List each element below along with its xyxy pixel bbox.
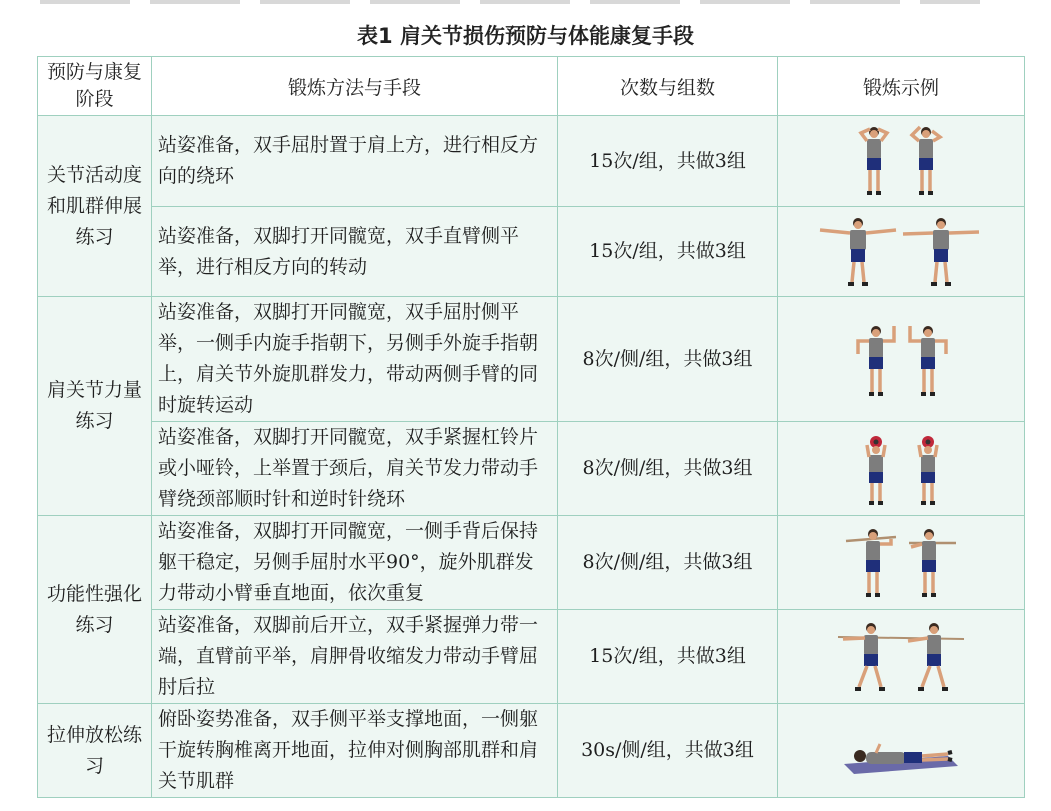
example-cell — [778, 422, 1025, 516]
header-row — [38, 57, 1025, 116]
example-cell — [778, 516, 1025, 610]
method-cell: 站姿准备，双脚打开同髋宽，双手直臂侧平举，进行相反方向的转动 — [152, 207, 558, 297]
table-row — [38, 207, 1025, 297]
table-row — [38, 610, 1025, 704]
table-row — [38, 704, 1025, 798]
table-row — [38, 116, 1025, 207]
header-method: 锻炼方法与手段 — [152, 57, 558, 116]
table-row — [38, 297, 1025, 422]
example-cell — [778, 297, 1025, 422]
bar-rotation-illustration — [841, 523, 961, 603]
band-pull-illustration — [836, 617, 966, 697]
frequency-cell: 15次/组，共做3组 — [558, 207, 778, 297]
weight-plate-circle-illustration — [846, 429, 956, 509]
example-cell — [778, 207, 1025, 297]
phase-cell-stretch: 拉伸放松练习 — [38, 704, 152, 798]
frequency-cell: 8次/侧/组，共做3组 — [558, 516, 778, 610]
shoulder-circle-illustration — [846, 121, 956, 201]
frequency-cell: 8次/侧/组，共做3组 — [558, 422, 778, 516]
phase-cell-strength: 肩关节力量练习 — [38, 297, 152, 516]
top-cut-text-line — [40, 0, 980, 4]
frequency-cell: 8次/侧/组，共做3组 — [558, 297, 778, 422]
prone-stretch-illustration — [836, 726, 966, 776]
table-row — [38, 422, 1025, 516]
header-frequency: 次数与组数 — [558, 57, 778, 116]
table-caption: 表1 肩关节损伤预防与体能康复手段 — [357, 24, 694, 48]
phase-cell-functional: 功能性强化练习 — [38, 516, 152, 704]
external-rotation-illustration — [846, 314, 956, 404]
example-cell — [778, 704, 1025, 798]
frequency-cell: 15次/组，共做3组 — [558, 610, 778, 704]
frequency-cell: 15次/组，共做3组 — [558, 116, 778, 207]
phase-cell-mobility: 关节活动度和肌群伸展练习 — [38, 116, 152, 297]
example-cell — [778, 610, 1025, 704]
method-cell: 站姿准备，双脚打开同髋宽，一侧手背后保持躯干稳定，另侧手屈肘水平90°，旋外肌群发力带动小臂垂直地面，依次重复 — [152, 516, 558, 610]
table-row — [38, 516, 1025, 610]
example-cell — [778, 116, 1025, 207]
header-example: 锻炼示例 — [778, 57, 1025, 116]
method-cell: 站姿准备，双脚打开同髋宽，双手紧握杠铃片或小哑铃，上举置于颈后，肩关节发力带动手臂绕颈部顺时针和逆时针绕环 — [152, 422, 558, 516]
arm-rotation-illustration — [816, 212, 986, 292]
method-cell: 站姿准备，双脚前后开立，双手紧握弹力带一端，直臂前平举，肩胛骨收缩发力带动手臂屈肘后拉 — [152, 610, 558, 704]
header-phase: 预防与康复阶段 — [38, 57, 152, 116]
method-cell: 俯卧姿势准备，双手侧平举支撑地面，一侧躯干旋转胸椎离开地面，拉伸对侧胸部肌群和肩关节肌群 — [152, 704, 558, 798]
frequency-cell: 30s/侧/组，共做3组 — [558, 704, 778, 798]
method-cell: 站姿准备，双手屈肘置于肩上方，进行相反方向的绕环 — [152, 116, 558, 207]
rehab-table — [37, 56, 1025, 798]
method-cell: 站姿准备，双脚打开同髋宽，双手屈肘侧平举，一侧手内旋手指朝下，另侧手外旋手指朝上，肩关节外旋肌群发力，带动两侧手臂的同时旋转运动 — [152, 297, 558, 422]
